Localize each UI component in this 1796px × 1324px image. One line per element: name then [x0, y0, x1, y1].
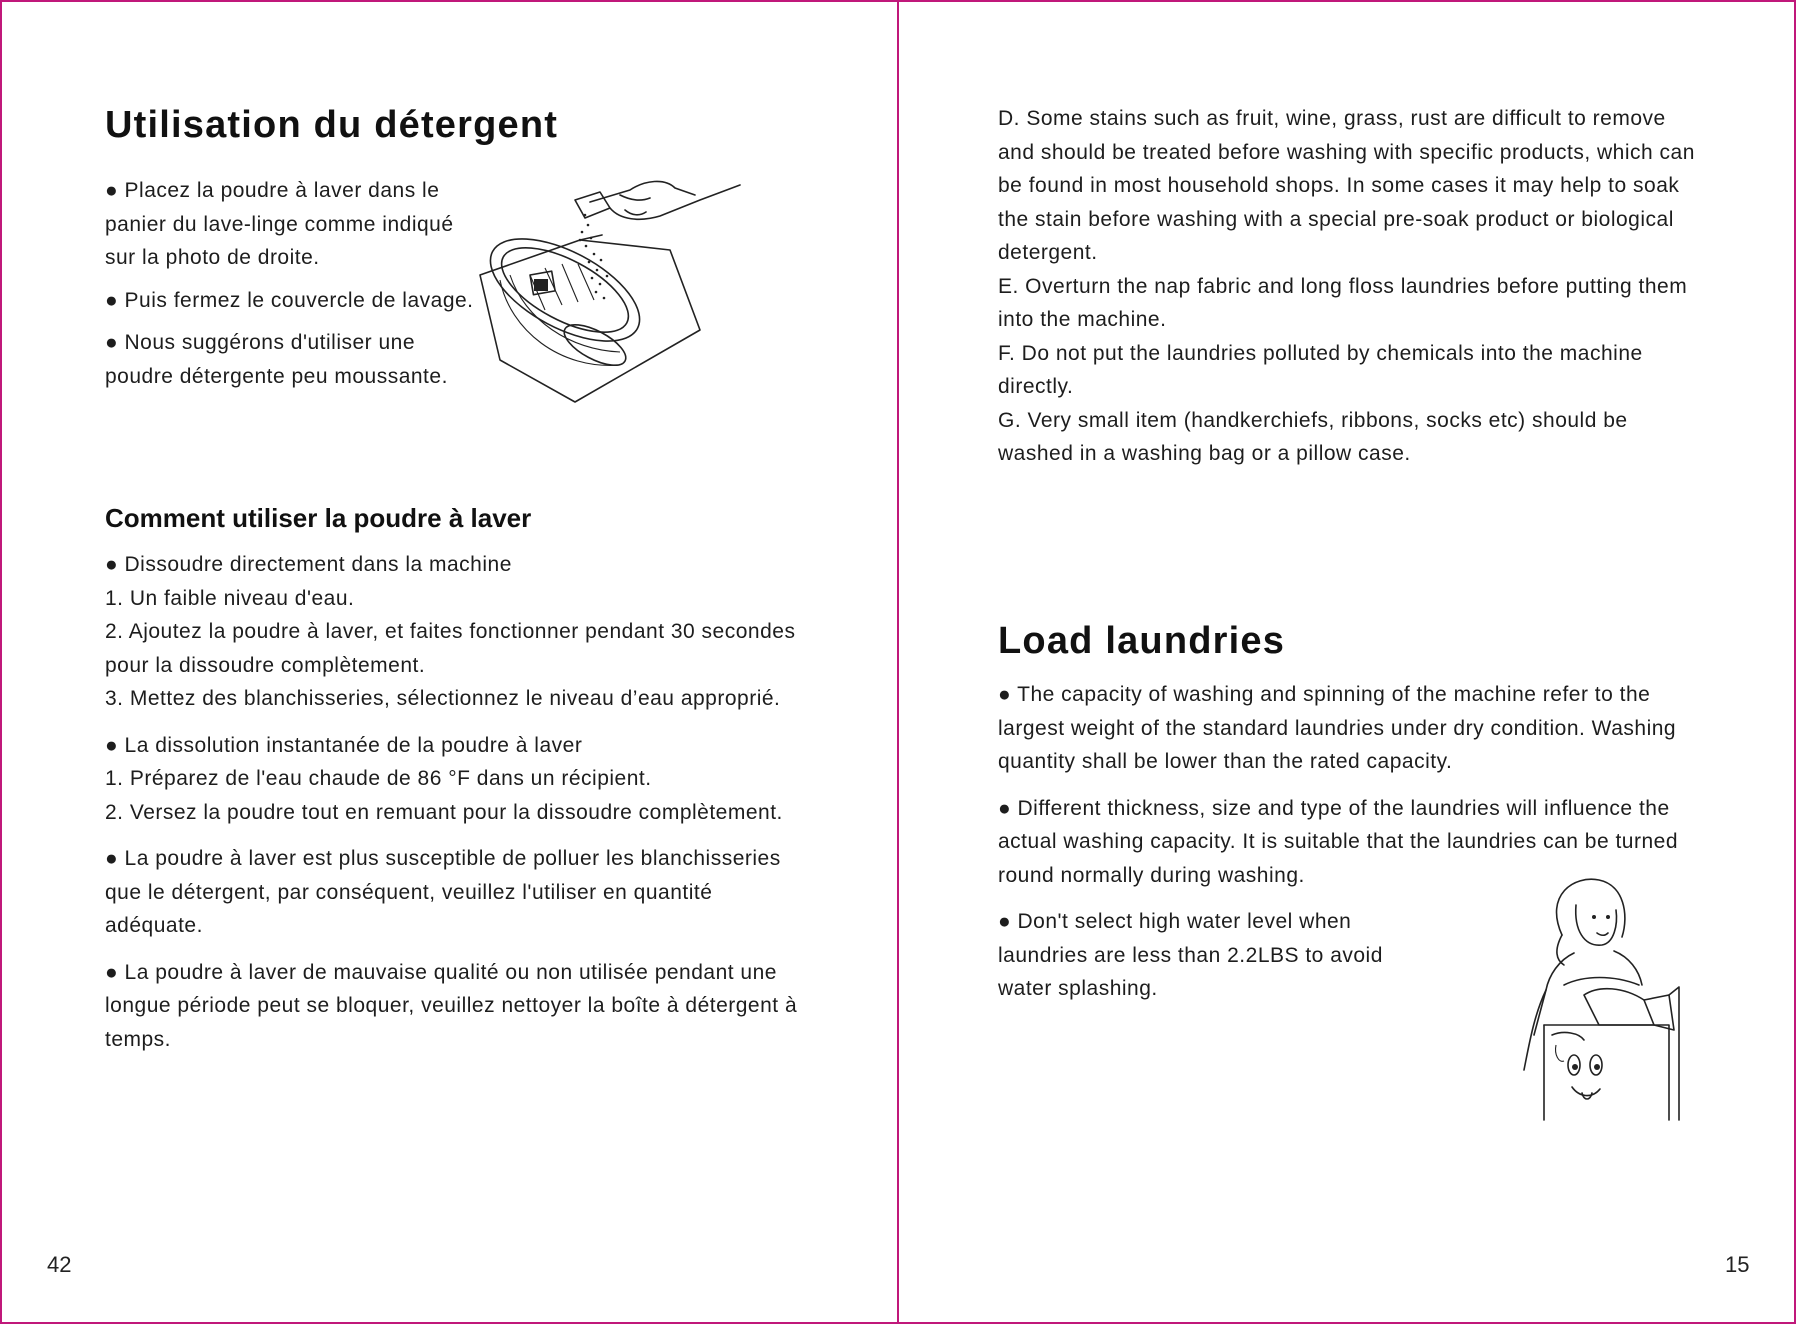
item-e: E. Overturn the nap fabric and long floss laundries before putting them into the machine. [998, 274, 1688, 331]
section-title: Load laundries [998, 620, 1286, 662]
group2-step-2: 2. Versez la poudre tout en remuant pour la dissoudre complètement. [105, 800, 783, 824]
group1-step-2: 2. Ajoutez la poudre à laver, et faites fonctionner pendant 30 secondes pour la dissoudre complètement. [105, 620, 796, 677]
item-f: F. Do not put the laundries polluted by chemicals into the machine directly. [998, 341, 1643, 398]
page-number: 42 [47, 1252, 72, 1277]
left-page [0, 0, 897, 1324]
bullet-clean-box: ● La poudre à laver de mauvaise qualité ou non utilisée pendant une longue période peut se bloquer, veuillez nettoyer la boîte à détergent à temps. [105, 960, 798, 1051]
group2-lead: ● La dissolution instantanée de la poudre à laver [105, 733, 583, 757]
bullet-pollution: ● La poudre à laver est plus susceptible de polluer les blanchisseries que le détergent, par conséquent, veuillez l'utiliser en quantité adéquate. [105, 847, 781, 937]
group1-step-3: 3. Mettez des blanchisseries, sélectionnez le niveau d’eau approprié. [105, 687, 781, 710]
bullet-low-foam: ● Nous suggérons d'utiliser une poudre détergente peu moussante. [105, 331, 448, 388]
woman-loading-washer-illustration [1504, 875, 1704, 1125]
item-d: D. Some stains such as fruit, wine, grass, rust are difficult to remove and should be treated before washing with specific products, which can be found in most household shops. In some cases it may help to soak the stain before washing with a special pre-soak product or biological detergent. [998, 107, 1695, 264]
bullet-capacity: ● The capacity of washing and spinning of the machine refer to the largest weight of the standard laundries under dry condition. Washing quantity shall be lower than the rated capacity. [998, 683, 1677, 773]
powder-instructions [105, 548, 805, 1056]
right-page [899, 0, 1796, 1324]
care-items [998, 102, 1698, 471]
item-g: G. Very small item (handkerchiefs, ribbons, socks etc) should be washed in a washing bag or a pillow case. [998, 408, 1628, 465]
section-subtitle: Comment utiliser la poudre à laver [105, 503, 532, 533]
top-bullets [105, 174, 475, 393]
bullet-water-level: ● Don't select high water level when laundries are less than 2.2LBS to avoid water splashing. [998, 910, 1383, 1000]
group1-step-1: 1. Un faible niveau d'eau. [105, 586, 355, 610]
bullet-place-powder: ● Placez la poudre à laver dans le panier du lave-linge comme indiqué sur la photo de droite. [105, 179, 454, 269]
bullet-thickness: ● Different thickness, size and type of the laundries will influence the actual washing capacity. It is suitable that the laundries can be turned round normally during washing. [998, 796, 1678, 887]
bullet-close-lid: ● Puis fermez le couvercle de lavage. [105, 288, 474, 312]
group2-step-1: 1. Préparez de l'eau chaude de 86 °F dans un récipient. [105, 767, 652, 790]
group1-lead: ● Dissoudre directement dans la machine [105, 553, 512, 576]
page-number: 15 [1725, 1252, 1750, 1277]
page-title: Utilisation du détergent [105, 104, 559, 146]
detergent-pour-illustration [470, 180, 810, 410]
